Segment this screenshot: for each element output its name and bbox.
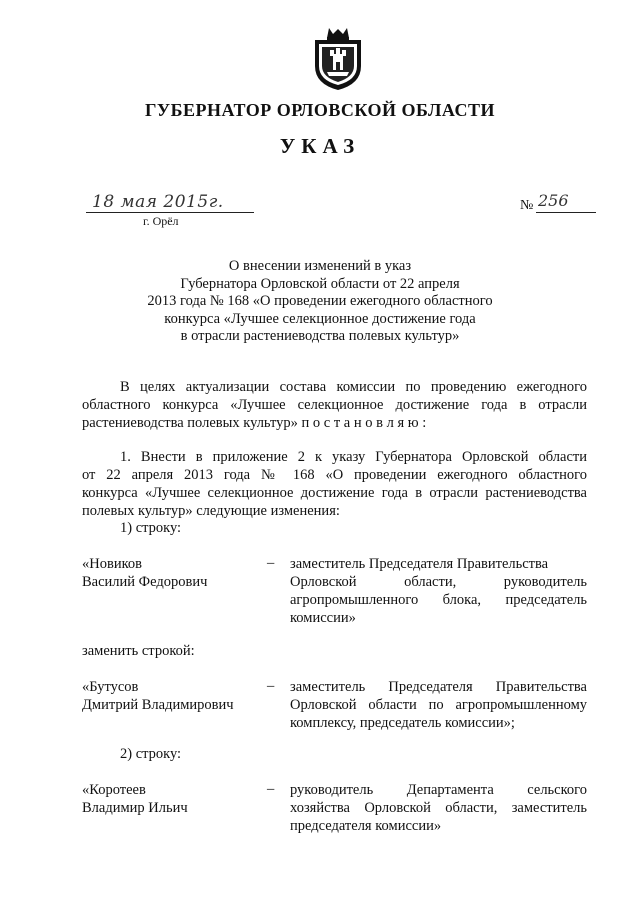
position-description — [290, 678, 587, 732]
paragraph-line: В целях актуализации состава комиссии по проведению ежегодного — [120, 379, 587, 395]
subject-line: 2013 года № 168 «О проведении ежегодного областного — [147, 293, 493, 309]
number-label: № — [520, 198, 534, 213]
subject-line: в отрасли растениеводства полевых культур» — [180, 328, 460, 344]
subject-line: О внесении изменений в указ — [228, 258, 412, 274]
paragraph-line: конкурса «Лучшее селекционное достижение года в отрасли растениеводства — [82, 485, 587, 501]
person-given-names: Владимир Ильич — [82, 800, 188, 816]
person-given-names: Василий Федорович — [82, 574, 208, 590]
description-line: заместитель Председателя Правительства — [290, 679, 587, 695]
clause-1-paragraph — [82, 448, 587, 520]
entry-dash: – — [267, 555, 275, 571]
description-line: заместитель Председателя Правительства — [290, 556, 549, 572]
description-line: хозяйства Орловской области, заместитель — [290, 800, 587, 816]
handwritten-date: 18 мая 2015г. — [92, 192, 224, 212]
position-description — [290, 781, 587, 835]
organization-title: ГУБЕРНАТОР ОРЛОВСКОЙ ОБЛАСТИ — [144, 100, 496, 120]
description-line: Орловской области, руководитель — [290, 574, 587, 590]
description-line: председателя комиссии» — [290, 818, 442, 834]
description-line: комплексу, председатель комиссии»; — [290, 715, 515, 731]
person-name — [82, 555, 207, 591]
description-line: агропромышленного блока, председатель — [290, 592, 587, 608]
decree-subject — [120, 258, 520, 346]
person-surname: «Бутусов — [82, 679, 139, 695]
preamble-paragraph — [82, 378, 587, 432]
item-2-label: 2) строку: — [120, 746, 182, 762]
subject-line: конкурса «Лучшее селекционное достижение года — [164, 310, 476, 327]
document-type-title: УКАЗ — [279, 134, 361, 158]
person-surname: «Коротеев — [82, 782, 146, 798]
item-1-label: 1) строку: — [120, 520, 182, 536]
entry-dash: – — [267, 678, 275, 694]
paragraph-line: 1. Внести в приложение 2 к указу Губернатора Орловской области — [120, 449, 587, 465]
city-label: г. Орёл — [143, 214, 179, 228]
date-underline — [86, 212, 254, 213]
handwritten-number: 256 — [538, 191, 569, 210]
person-given-names: Дмитрий Владимирович — [82, 697, 234, 713]
coat-of-arms-emblem — [311, 26, 365, 92]
paragraph-line: растениеводства полевых культур» п о с т а н о в л я ю : — [82, 415, 427, 431]
description-line: руководитель Департамента сельского — [290, 782, 587, 798]
person-surname: «Новиков — [82, 556, 142, 572]
subject-line: Губернатора Орловской области от 22 апреля — [180, 275, 460, 292]
person-name — [82, 781, 188, 817]
description-line: Орловской области по агропромышленному — [290, 697, 587, 713]
position-description — [290, 555, 587, 627]
description-line: комиссии» — [290, 610, 356, 626]
paragraph-line: областного конкурса «Лучшее селекционное достижение года в отрасли — [82, 397, 587, 413]
paragraph-line: полевых культур» следующие изменения: — [82, 503, 340, 519]
entry-dash: – — [267, 781, 275, 797]
person-name — [82, 678, 234, 714]
paragraph-line: от 22 апреля 2013 года № 168 «О проведении ежегодного областного — [82, 467, 587, 483]
number-underline — [536, 212, 596, 213]
replace-label: заменить строкой: — [82, 643, 195, 659]
